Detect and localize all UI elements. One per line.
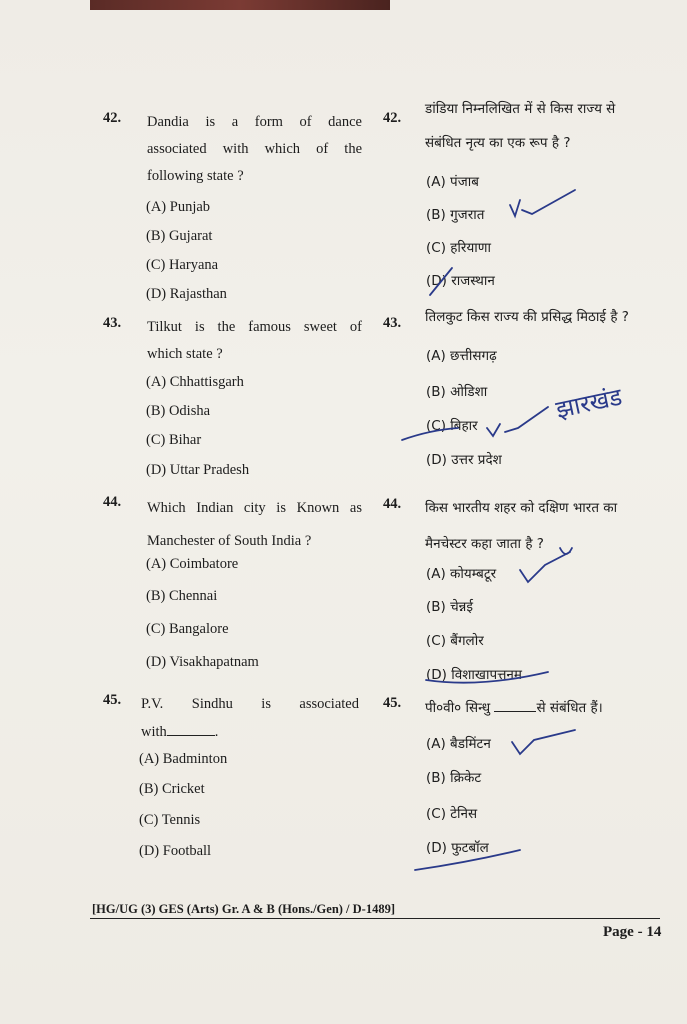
q42-line3: following state ? <box>147 168 244 184</box>
q43-number-en: 43. <box>103 315 122 331</box>
q42-hi-line1: डांडिया निम्नलिखित में से किस राज्य से <box>425 101 616 117</box>
q44-text-hi <box>425 490 675 562</box>
q45-option-d-hi: (D) फुटबॉल <box>426 840 489 856</box>
q43-option-d-en: (D) Uttar Pradesh <box>146 462 250 478</box>
q42-option-d-hi: (D) राजस्थान <box>426 273 495 289</box>
q45-option-a-en: (A) Badminton <box>139 751 228 767</box>
q43-line1: Tilkut is the famous sweet of <box>147 319 362 335</box>
q45-hi-suffix: से संबंधित हैं। <box>536 700 603 716</box>
q45-option-b-hi: (B) क्रिकेट <box>426 770 482 786</box>
q44-option-b-en: (B) Chennai <box>146 588 218 604</box>
q45-number-en: 45. <box>103 692 122 708</box>
q44-option-d-hi: (D) विशाखापत्तनम <box>426 667 523 683</box>
footer-paper-code: [HG/UG (3) GES (Arts) Gr. A & B (Hons./Gen) / D-1489] <box>92 902 396 916</box>
q45-option-d-en: (D) Football <box>139 843 212 859</box>
q42-option-c-hi: (C) हरियाणा <box>426 240 492 256</box>
q42-option-c-en: (C) Haryana <box>146 257 219 273</box>
q43-option-c-hi: (C) बिहार <box>426 418 478 434</box>
top-binding-edge <box>90 0 390 10</box>
q45-option-c-en: (C) Tennis <box>139 812 201 828</box>
q44-line2: Manchester of South India ? <box>147 533 312 549</box>
q43-text-en <box>147 314 362 368</box>
q45-blank <box>167 735 215 736</box>
handwritten-note-jharkhand: झारखंड <box>553 382 625 424</box>
q42-number-hi: 42. <box>383 110 402 126</box>
q43-option-a-en: (A) Chhattisgarh <box>146 374 244 390</box>
q45-number-hi: 45. <box>383 695 402 711</box>
q42-option-a-en: (A) Punjab <box>146 199 211 215</box>
q44-hi-line2: मैनचेस्टर कहा जाता है ? <box>425 536 544 552</box>
q42-number-en: 42. <box>103 110 122 126</box>
q45-option-b-en: (B) Cricket <box>139 781 205 797</box>
q45-line1: P.V. Sindhu is associated <box>141 696 359 712</box>
q44-option-c-hi: (C) बैंगलोर <box>426 633 484 649</box>
q42-text-hi <box>425 92 675 160</box>
q44-number-en: 44. <box>103 494 122 510</box>
q42-option-b-hi: (B) गुजरात <box>426 207 485 223</box>
q44-text-en <box>147 492 362 558</box>
q45-text-hi <box>425 694 675 722</box>
q43-number-hi: 43. <box>383 315 402 331</box>
q43-text-hi <box>425 302 675 332</box>
q44-option-d-en: (D) Visakhapatnam <box>146 654 259 670</box>
q43-option-b-en: (B) Odisha <box>146 403 211 419</box>
tick-q42 <box>510 190 575 216</box>
q43-option-d-hi: (D) उत्तर प्रदेश <box>426 452 502 468</box>
q45-option-a-hi: (A) बैडमिंटन <box>426 736 491 752</box>
q44-option-a-hi: (A) कोयम्बटूर <box>426 566 497 582</box>
q42-line1: Dandia is a form of dance <box>147 114 362 130</box>
footer-rule <box>90 918 660 919</box>
q43-option-b-hi: (B) ओडिशा <box>426 384 488 400</box>
q45-hi-prefix: पी०वी० सिन्धु <box>425 700 491 716</box>
q45-option-c-hi: (C) टेनिस <box>426 806 478 822</box>
q42-text-en <box>147 109 362 190</box>
tick-q43 <box>487 407 548 436</box>
q45-text-en <box>141 690 359 746</box>
q44-hi-line1: किस भारतीय शहर को दक्षिण भारत का <box>425 500 618 516</box>
q43-option-a-hi: (A) छत्तीसगढ़ <box>426 348 497 364</box>
q42-option-b-en: (B) Gujarat <box>146 228 213 244</box>
q42-option-a-hi: (A) पंजाब <box>426 174 479 190</box>
tick-q45 <box>512 730 575 754</box>
q44-option-a-en: (A) Coimbatore <box>146 556 239 572</box>
q42-hi-line2: संबंधित नृत्य का एक रूप है ? <box>425 135 571 151</box>
q45-line2: with . <box>141 724 219 740</box>
q44-line1: Which Indian city is Known as <box>147 500 362 516</box>
page-number: Page - 14 <box>603 924 662 940</box>
q44-option-b-hi: (B) चेन्नई <box>426 599 473 615</box>
q43-hi-line1: तिलकुट किस राज्य की प्रसिद्ध मिठाई है ? <box>425 309 629 325</box>
q45-hi-blank <box>494 711 536 712</box>
q43-option-c-en: (C) Bihar <box>146 432 202 448</box>
q45-line2-prefix: with <box>141 724 167 740</box>
q42-option-d-en: (D) Rajasthan <box>146 286 227 302</box>
q43-line2: which state ? <box>147 346 223 362</box>
q42-line2: associated with which of the <box>147 141 362 157</box>
q44-option-c-en: (C) Bangalore <box>146 621 229 637</box>
q44-number-hi: 44. <box>383 496 402 512</box>
